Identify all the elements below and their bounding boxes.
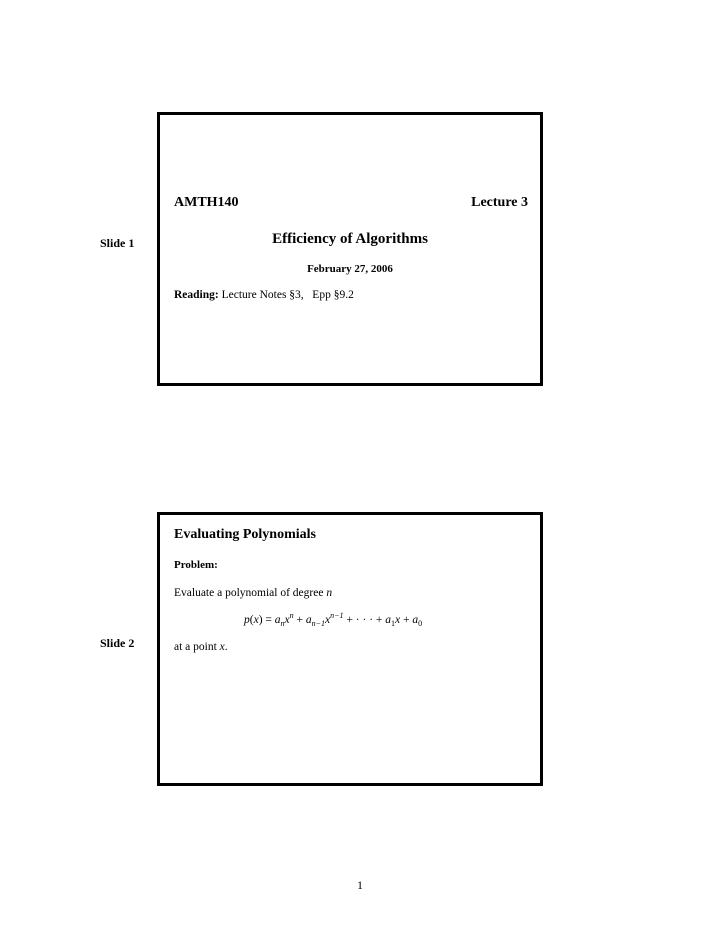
reading-line [174, 289, 354, 301]
problem-statement [174, 587, 332, 599]
polynomial-formula: $p(x) = a_nx^n + a_{n-1}x^{n-1}$ + · · · + $a_1x + a_0$ [244, 611, 423, 628]
slide-1-frame [157, 112, 543, 386]
slide-2-frame [157, 512, 543, 786]
problem-label: Problem: [174, 559, 218, 571]
point-variable: x [219, 641, 225, 653]
slide-label: Slide 2 [100, 636, 135, 650]
course-code: AMTH140 [174, 195, 239, 210]
degree-variable: n [326, 587, 333, 599]
reading-text: Lecture Notes §3, Epp §9.2 [221, 289, 354, 301]
period: . [224, 641, 228, 653]
evaluate-text: Evaluate a polynomial of degree [174, 587, 324, 599]
at-point-text: at a point [174, 641, 217, 653]
lecture-number: Lecture 3 [471, 195, 528, 210]
slide-title: Evaluating Polynomials [174, 527, 316, 542]
point-statement [174, 641, 228, 653]
slide-title: Efficiency of Algorithms [272, 231, 428, 247]
slide-label: Slide 1 [100, 236, 135, 250]
reading-label: Reading: [174, 289, 219, 301]
page-number: 1 [357, 878, 363, 892]
lecture-date: February 27, 2006 [307, 263, 393, 275]
